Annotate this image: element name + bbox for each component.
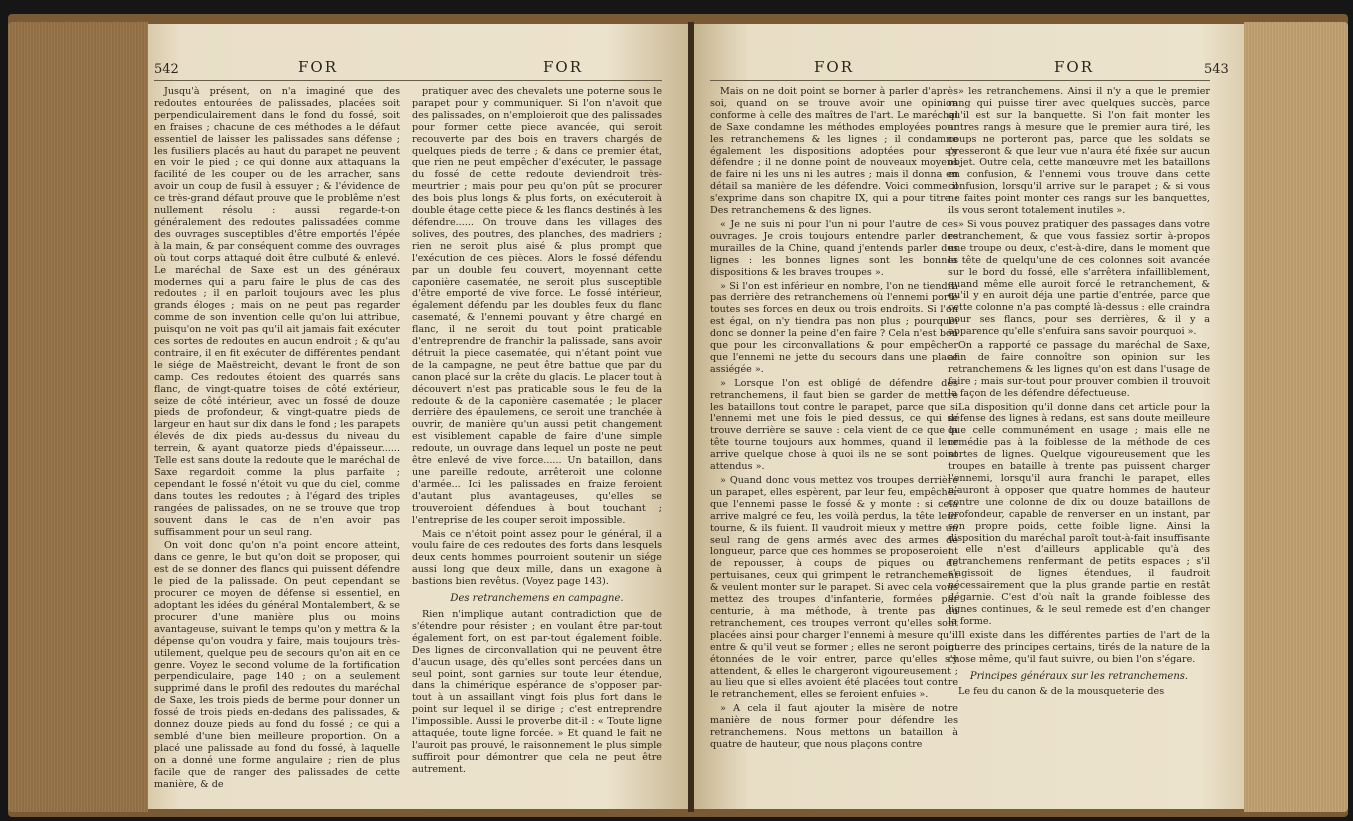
page-number: 543	[1204, 62, 1229, 77]
paragraph: Mais ce n'étoit point assez pour le général, il a voulu faire de ces redoutes des forts dans lesquels deux cents hommes pourroient soutenir un siége aussi long que deux mille, dans un exagone à bastions bien revêtus. (Voyez page 143).	[412, 528, 662, 588]
paragraph: Il existe dans les différentes parties de l'art de la guerre des principes certains, tirés de la nature de la chose même, qu'il faut suivre, ou bien l'on s'égare.	[948, 629, 1210, 665]
open-book	[8, 14, 1348, 817]
paragraph: » les retranchemens. Ainsi il n'y a que le premier rang qui puisse tirer avec quelques succès, parce qu'il est sur la banquette. Si l'on fait monter les autres rangs à mesure que le premier aura tiré, les coups ne porteront pas, parce que les soldats se presseront & que leur vue n'aura été fixée sur aucun objet. Outre cela, cette manœuvre met les bataillons en confusion, & l'ennemi vous trouve dans cette confusion, lorsqu'il arrive sur le parapet ; & si vous ne faites point monter ces rangs sur les banquettes, ils vous seront totalement inutiles ».	[948, 86, 1210, 217]
paragraph: Rien n'implique autant contradiction que de s'étendre pour résister ; en voulant être par-tout également fort, on est par-tout également foible. Des lignes de circonvallation qui ne peuvent être d'aucun usage, dès qu'elles sont percées dans un seul point, sont garnies sur toute leur étendue, dans la chimérique espérance de s'opposer par-tout à un assaillant vingt fois plus fort dans le point sur lequel il se dirige ; c'est entreprendre l'impossible. Aussi le proverbe dit-il : « Toute ligne attaquée, toute ligne forcée. » Et quand le fait ne l'auroit pas prouvé, le raisonnement le plus simple suffiroit pour démontrer que cela ne peut être autrement.	[412, 608, 662, 775]
text-column	[154, 86, 400, 792]
paragraph: » Lorsque l'on est obligé de défendre des retranchemens, il faut bien se garder de mettre les bataillons tout contre le parapet, parce que si l'ennemi met une fois le pied dessus, ce qui se trouve derrière se sauve : cela vient de ce que la tête tourne toujours aux hommes, quand il leur arrive quelque chose à quoi ils ne se sont point attendus ».	[710, 377, 958, 473]
running-head: FOR	[298, 58, 338, 76]
text-column	[412, 86, 662, 778]
right-page-edges	[1244, 22, 1348, 812]
paragraph: » Si vous pouvez pratiquer des passages dans votre retranchement, & que vous fassiez sortir à-propos une troupe ou deux, c'est-à-dire, dans le moment que la tête de quelqu'une de ces colonnes soit avancée sur le bord du fossé, elle s'arrêtera infailliblement, quand même elle auroit forcé le retranchement, & qu'il y en auroit déja une partie d'entrée, parce que cette colonne n'a pas compté là-dessus : elle craindra pour ses flancs, pour ses derrières, & il y a apparence qu'elle s'enfuira sans savoir pourquoi ».	[948, 218, 1210, 338]
text-column	[710, 86, 958, 753]
paragraph: On voit donc qu'on n'a point encore atteint, dans ce genre, le but qu'on doit se proposer, qui est de se donner des flancs qui puissent défendre le pied de la palissade. On peut cependant se procurer ce moyen de défense si essentiel, en adoptant les idées du général Montalembert, & se procurer d'une manière plus ou moins avantageuse, suivant le temps qu'on y mettra & la dépense qu'on voudra y faire, mais toujours très-utilement, quelque peu de secours qu'on ait en ce genre. Voyez le second volume de la fortification perpendiculaire, page 140 ; on a seulement supprimé dans le profil des redoutes du maréchal de Saxe, les trois pieds de berme pour donner un fossé de trois pieds en-dedans des palissades, & donnez douze pieds au fond du fossé ; ce qui a semblé d'une bien meilleure proportion. On a placé une palissade au fond du fossé, à laquelle on a donné une forme angulaire ; rien de plus facile que de ranger des palissades de cette manière, & de	[154, 540, 400, 790]
paragraph: » A cela il faut ajouter la misère de notre manière de nous former pour défendre les retranchemens. Nous mettons un bataillon à quatre de hauteur, que nous plaçons contre	[710, 703, 958, 750]
paragraph: » Quand donc vous mettez vos troupes derrière un parapet, elles espèrent, par leur feu, empêcher que l'ennemi passe le fossé & y monte : si cela arrive malgré ce feu, les voilà perdus, la tête leur tourne, & ils fuient. Il vaudroit mieux y mettre un seul rang de gens armés avec des armes de longueur, parce que ces hommes se proposeroient de repousser, à coups de piques ou de pertuisanes, ceux qui grimpent le retranchement & veulent monter sur le parapet. Si avec cela vous mettez des troupes d'infanterie, formées par centurie, à ma méthode, à trente pas du retranchement, ces troupes verront qu'elles sont placées ainsi pour charger l'ennemi à mesure qu'il entre & qu'il veut se former ; elles ne seront point étonnées de le voir entrer, parce qu'elles s'y attendent, & elles le chargeront vigoureusement ; au lieu que si elles avoient été placées tout contre le retranchement, elles se feroient enfuies ».	[710, 475, 958, 701]
header-rule	[710, 80, 1210, 81]
paragraph: Mais on ne doit point se borner à parler d'après soi, quand on se trouve avoir une opinion conforme à celle des maîtres de l'art. Le maréchal de Saxe condamne les méthodes employées pour les retranchemens & les lignes ; il condamne également les dispositions adoptées pour s'y défendre ; il ne donne point de nouveaux moyens de faire ni les uns ni les autres ; mais il donna en détail sa manière de les défendre. Voici comme il s'exprime dans son chapitre IX, qui a pour titre : Des retranchemens & des lignes.	[710, 86, 958, 217]
running-head: FOR	[1054, 58, 1094, 76]
paragraph: pratiquer avec des chevalets une poterne sous le parapet pour y communiquer. Si l'on n'avoit que des palissades, on n'emploieroit que des palissades pour former cette piece avancée, qui seroit recouverte par des bois en travers chargés de quelques pieds de terre ; & dans ce premier état, que rien ne peut empêcher d'exécuter, le passage du fossé de cette redoute deviendroit très-meurtrier ; mais pour peu qu'on pût se procurer des bois plus longs & plus forts, on exécuteroit à double étage cette piece & les flancs destinés à les défendre...... On trouve dans les villages des solives, des poutres, des planches, des madriers ; rien ne seroit plus aisé & plus prompt que l'exécution de ces pièces. Alors le fossé défendu par un double feu couvert, moyennant cette caponière casematée, ne seroit plus susceptible d'être emporté de vive force. Le fossé intérieur, également défendu par les doubles feux du flanc casematé, & l'ennemi pouvant y être chargé en flanc, il ne seroit du tout point praticable d'entreprendre de franchir la palissade, sans avoir détruit la piece casematée, qui n'étant point vue de la campagne, ne peut être battue que par du canon placé sur la crête du glacis. Le placer tout à découvert n'est pas praticable sous le feu de la redoute & de la caponière casematée ; le placer derrière des épaulemens, ce seroit une tranchée à ouvrir, de manière qu'un aussi petit changement est visiblement capable de faire d'une simple redoute, un ouvrage dans lequel un poste ne peut être enlevé de vive force...... Un bataillon, dans une pareille redoute, arrêteroit une colonne d'armée... Ici les palissades en fraize feroient d'autant plus avantageuses, qu'elles se trouveroient défendues à bout touchant ; l'entreprise de les couper seroit impossible.	[412, 86, 663, 526]
running-head: FOR	[543, 58, 583, 76]
right-page	[694, 24, 1244, 809]
paragraph: « Je ne suis ni pour l'un ni pour l'autre de ces ouvrages. Je crois toujours entendre parler des murailles de la Chine, quand j'entends parler des lignes : les bonnes lignes sont les bonnes dispositions & les braves troupes ».	[710, 218, 958, 278]
section-heading: Principes généraux sur les retranchemens.	[969, 670, 1189, 682]
paragraph: Le feu du canon & de la mousqueterie des	[958, 686, 1165, 698]
left-page	[148, 24, 688, 809]
paragraph: On a rapporté ce passage du maréchal de Saxe, afin de faire connoître son opinion sur les retranchemens & les lignes qu'on est dans l'usage de faire ; mais sur-tout pour prouver combien il trouvoit la façon de les défendre défectueuse.	[948, 340, 1210, 399]
paragraph: La disposition qu'il donne dans cet article pour la défense des lignes à redans, est sans doute meilleure que celle communément en usage ; mais elle ne remédie pas à la foiblesse de la méthode de ces sortes de lignes. Quelque vigoureusement que les troupes en bataille à trente pas puissent charger l'ennemi, lorsqu'il aura franchi le parapet, elles n'auront à opposer que quatre hommes de hauteur contre une colonne de dix ou douze bataillons de profondeur, capable de renverser en un instant, par son propre poids, cette foible ligne. Ainsi la disposition du maréchal paroît tout-à-fait insuffisante ; elle n'est d'ailleurs applicable qu'à des retranchemens renfermant de petits espaces ; s'il s'agissoit de lignes étendues, il faudroit nécessairement que la plus grande partie en restât dégarnie. C'est d'où naît la grande foiblesse des lignes continues, & le seul remede est d'en changer la forme.	[948, 401, 1210, 627]
text-column	[948, 86, 1210, 700]
paragraph: » Si l'on est inférieur en nombre, l'on ne tiendra pas derrière des retranchemens où l'ennemi porte toutes ses forces en deux ou trois endroits. Si l'on est égal, on n'y tiendra pas non plus ; pourquoi donc se donner la peine d'en faire ? Cela n'est bon que pour les circonvallations & pour empêcher que l'ennemi ne jette du secours dans une place assiégée ».	[710, 280, 958, 375]
left-page-edges	[8, 22, 148, 812]
header-rule	[154, 80, 662, 81]
section-heading: Des retranchemens en campagne.	[450, 593, 624, 605]
running-head: FOR	[814, 58, 854, 76]
page-number: 542	[154, 62, 179, 77]
paragraph: Jusqu'à présent, on n'a imaginé que des redoutes entourées de palissades, placées soit perpendiculairement dans le fond du fossé, soit en fraises ; chacune de ces méthodes a le défaut essentiel de laisser les palissades sans défense ; les fusiliers placés au haut du parapet ne peuvent en voir le pied ; ce qui donne aux attaquans la facilité de les couper ou de les arracher, sans avoir un coup de fusil à essuyer ; & l'évidence de ce très-grand défaut prouve que le problême n'est nullement résolu : aussi regarde-t-on généralement des redoutes palissadées comme des ouvrages susceptibles d'être emportés l'épée à la main, & par conséquent comme des ouvrages où tout corps attaqué doit être culbuté & enlevé. Le maréchal de Saxe est un des généraux modernes qui a paru faire le plus de cas des redoutes ; il en parloit toujours avec les plus grands éloges ; mais on ne peut pas regarder comme de son invention celle qu'on lui attribue, puisqu'on ne voit pas qu'il ait jamais fait exécuter ces sortes de redoutes en aucun endroit ; & qu'au contraire, il en fit exécuter de différentes pendant le siége de Maëstreicht, devant le front de son camp. Ces redoutes étoient des quarrés sans flanc, de vingt-quatre toises de côté extérieur, seize de côté intérieur, avec un fossé de douze pieds de profondeur, & vingt-quatre pieds de largeur en haut sur dix dans le fond ; les parapets élevés de dix pieds au-dessus du niveau du terrein, & ayant quatorze pieds d'épaisseur...... Telle est sans doute la redoute que le maréchal de Saxe regardoit comme la plus parfaite ; cependant le fossé n'étoit vu que du ciel, comme dans toutes les redoutes ; à l'égard des triples rangées de palissades, on ne se trouve que trop souvent dans le cas de n'en avoir pas suffisamment pour un seul rang.	[154, 86, 400, 538]
